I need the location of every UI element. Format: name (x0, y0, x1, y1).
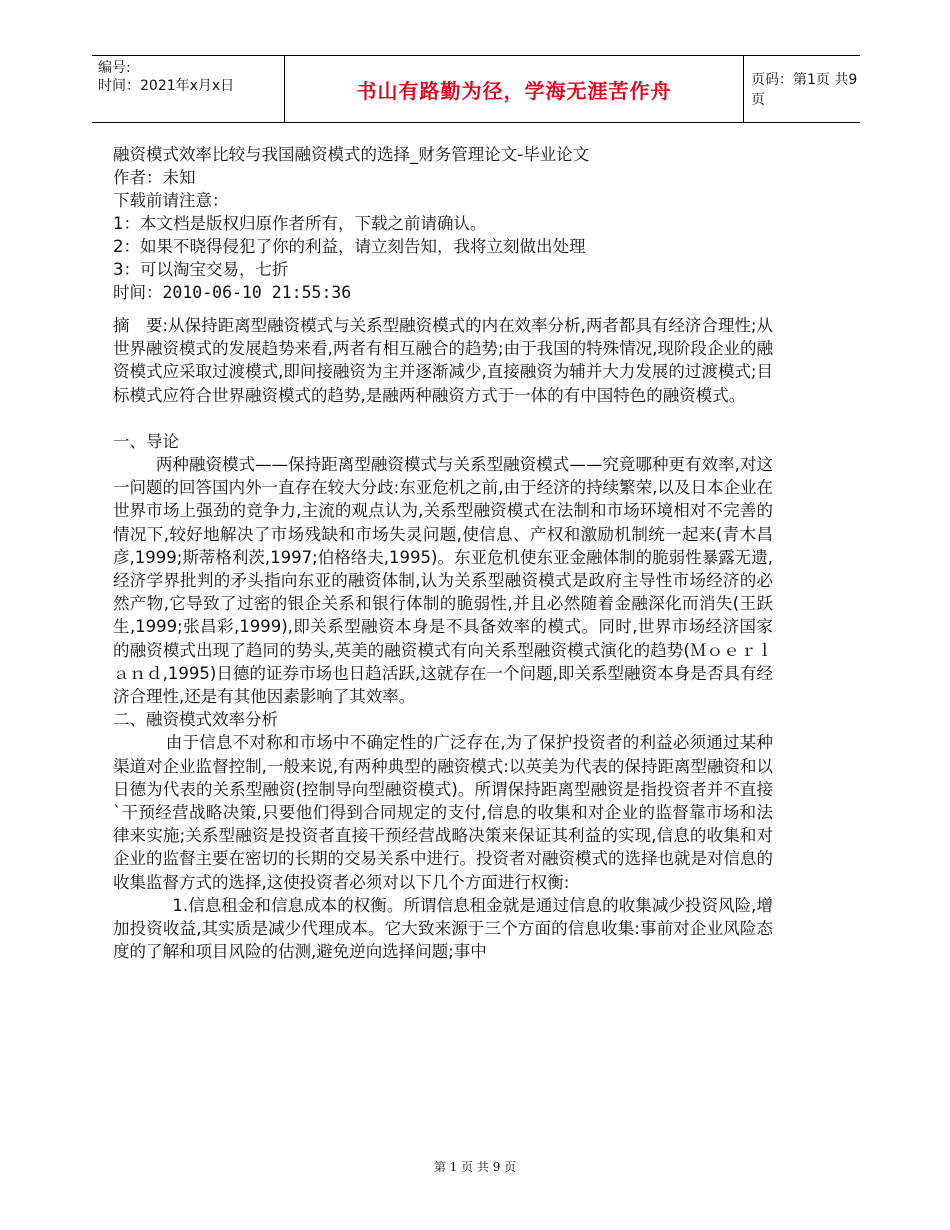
header-motto: 书山有路勤为径，学海无涯苦作舟 (284, 56, 744, 122)
download-note: 下载前请注意： (113, 191, 229, 210)
article-author: 作者：未知 (113, 168, 196, 187)
article-body (113, 314, 773, 963)
document-meta (113, 143, 773, 304)
section-2-paragraph: 由于信息不对称和市场中不确定性的广泛存在,为了保护投资者的利益必须通过某种渠道对企业监督控制,一般来说,有两种典型的融资模式:以英美为代表的保持距离型融资和以日德为代表的关系型融资(控制导向型融资模式)。所谓保持距离型融资是指投资者并不直接`干预经营战略决策,只要他们得到合同规定的支付,信息的收集和对企业的监督靠市场和法律来实施;关系型融资是投资者直接干预经营战略决策来保证其利益的实现,信息的收集和对企业的监督主要在密切的长期的交易关系中进行。投资者对融资模式的选择也就是对信息的收集监督方式的选择,这使投资者必须对以下几个方面进行权衡: (113, 733, 773, 892)
section-1-paragraph: 两种融资模式——保持距离型融资模式与关系型融资模式——究竟哪种更有效率,对这一问题的回答国内外一直存在较大分歧:东亚危机之前,由于经济的持续繁荣,以及日本企业在世界市场上强劲的竞争力,主流的观点认为,关系型融资模式在法制和市场环境相对不完善的情况下,较好地解决了市场残缺和市场失灵问题,使信息、产权和激励机制统一起来(青木昌彦,1999;斯蒂格利茨,1997;伯格络夫,1995)。东亚危机使东亚金融体制的脆弱性暴露无遗,经济学界批判的矛头指向东亚的融资体制,认为关系型融资模式是政府主导性市场经济的必然产物,它导致了过密的银企关系和银行体制的脆弱性,并且必然随着金融深化而消失(王跃生,1999;张昌彩,1999),即关系型融资本身是不具备效率的模式。同时,世界市场经济国家的融资模式出现了趋同的势头,英美的融资模式有向关系型融资模式演化的趋势(Ｍｏｅｒｌａｎｄ,1995)日德的证券市场也日趋活跃,这就存在一个问题,即关系型融资本身是否具有经济合理性,还是有其他因素影响了其效率。 (113, 455, 773, 707)
section-1-title: 一、导论 (113, 431, 179, 451)
header-page-info: 页码：第1页 共9页 (751, 72, 858, 108)
page-footer: 第 1 页 共 9 页 (433, 1160, 517, 1174)
header-left-cell (92, 56, 284, 122)
document-number-label: 编号: (98, 60, 131, 76)
section-2-title: 二、融资模式效率分析 (113, 710, 278, 730)
article-title: 融资模式效率比较与我国融资模式的选择_财务管理论文-毕业论文 (113, 145, 590, 164)
note-3: 3：可以淘宝交易，七折 (113, 260, 289, 279)
section-2-point-1: 1.信息租金和信息成本的权衡。所谓信息租金就是通过信息的收集减少投资风险,增加投资收益,其实质是减少代理成本。它大致来源于三个方面的信息收集:事前对企业风险态度的了解和项目风险的估测,避免逆向选择问题;事中 (113, 895, 773, 962)
abstract: 摘 要:从保持距离型融资模式与关系型融资模式的内在效率分析,两者都具有经济合理性;从世界融资模式的发展趋势来看,两者有相互融合的趋势;由于我国的特殊情况,现阶段企业的融资模式应采取过渡模式,即间接融资为主并逐渐减少,直接融资为辅并大力发展的过渡模式;目标模式应符合世界融资模式的趋势,是融两种融资方式于一体的有中国特色的融资模式。 (113, 316, 773, 405)
document-time-label: 时间：2021年x月x日 (98, 78, 235, 94)
page-header (92, 55, 860, 123)
publish-time: 时间：2010-06-10 21:55:36 (113, 283, 352, 302)
note-1: 1：本文档是版权归原作者所有，下载之前请确认。 (113, 214, 487, 233)
note-2: 2：如果不晓得侵犯了你的利益，请立刻告知，我将立刻做出处理 (113, 237, 586, 256)
